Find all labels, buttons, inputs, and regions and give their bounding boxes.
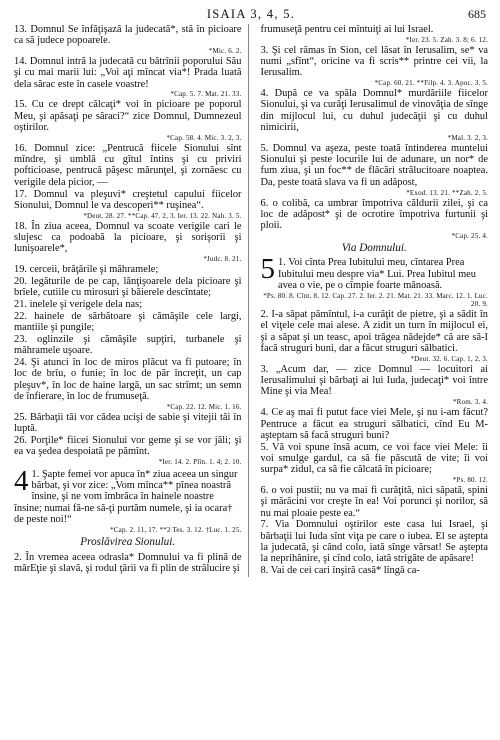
- cross-reference: *Cap. 5. 7. Mat. 21. 33.: [170, 90, 242, 99]
- chapter-opening: [260, 253, 489, 291]
- cross-reference: *Judc. 8. 21.: [203, 255, 242, 264]
- cross-reference: *Mal. 3. 2, 3.: [447, 133, 488, 142]
- verse-paragraph: 2. În vremea aceea odrasla* Domnului va fi plină de mărEţie şi slavă, şi rodul ţării va fi plin de strălucire şi: [14, 551, 242, 574]
- cross-reference: *Cap. 58. 4. Mic. 3. 2, 3.: [166, 133, 242, 142]
- verse-paragraph: 23. oglinzile şi cămăşile supţiri, turbanele şi măhramele uşoare.: [14, 333, 242, 357]
- verse-paragraph: 19. cerceii, brăţările şi măhramele;: [14, 264, 159, 276]
- cross-reference: *Exod. 13. 21. **Zah. 2. 5.: [406, 188, 488, 197]
- verse-paragraph: 2. I-a săpat pămîntul, i-a curăţit de pietre, şi a sădit în el viţele cele mai alese. A zidit un turn în mijlocul ei, şi a săpat şi un teasc, apoi trăgea nădejde* că are să-I facă struguri buni, dar a făcut struguri sălbatici.: [260, 309, 488, 355]
- cross-reference: *Cap. 25. 4.: [451, 231, 488, 240]
- cross-reference: *Ps. 80. 8. Cînt. 8. 12. Cap. 27. 2. Ier. 2. 21. Mat. 21. 33. Marc. 12. 1. Luc. 20. 9.: [263, 292, 488, 309]
- verse-paragraph: 3. Şi cel rămas în Sion, cel lăsat în Ierusalim, se* va numi „sfînt“, oricine va fi scris** printre cei vii, la Ierusalim.: [260, 44, 488, 79]
- right-column: [261, 24, 489, 577]
- verse-paragraph: 4. După ce va spăla Domnul* murdăriile fiicelor Sionului, şi va curăţi Ierusalimul de vinovăţia de sînge din mijlocul lui, cu duhul judecăţii şi cu duhul nimicirii,: [260, 88, 488, 134]
- verse-paragraph: 5. Domnul va aşeza, peste toată întinderea muntelui Sionului şi peste locurile lui de adunare, un nor* de fum ziua, şi un foc** de flăcări strălucitoare noaptea. Da, peste toată slava va fi un adăpost,: [260, 142, 488, 188]
- chapter-opening: [14, 464, 242, 525]
- section-heading: Via Domnului.: [341, 241, 407, 254]
- verse-paragraph: 7. Via Domnului oştirilor este casa lui Israel, şi bărbaţii lui Iuda sînt viţa pe care o iubea. El se aştepta la judecată, şi când colo, iată sînge vărsat! Se aştepta la neprihănire, şi cînd colo, iată strigăte de apăsare!: [260, 519, 488, 565]
- cross-reference: *Deut. 32. 6. Cap. 1, 2, 3.: [410, 354, 488, 363]
- verse-paragraph: 13. Domnul Se înfăţişază la judecată*, stă în picioare ca să judece popoarele.: [14, 24, 242, 47]
- section-heading: Proslăvirea Sionului.: [80, 536, 176, 549]
- verse-paragraph: 1. Şapte femei vor apuca în* ziua aceea un singur bărbat, şi vor zice: „Vom mînca** pînea noastră însine, şi ne vom îmbrăca în hainele noastre însine; numai fă-ne să-ţi purtăm numele, şi ia ocara† de peste noi!“: [14, 468, 238, 525]
- cross-reference: *Cap. 22. 12. Mic. 1. 16.: [166, 402, 242, 411]
- chapter-number: 4: [14, 464, 29, 497]
- cross-reference: *Cap. 2. 11, 17. **2 Tes. 3. 12. †Luc. 1. 25.: [110, 526, 242, 535]
- cross-reference: *Ier. 23. 5. Zah. 3. 8; 6. 12.: [405, 35, 488, 44]
- verse-paragraph: frumuseţă pentru cei mîntuiţi ai lui Israel.: [260, 24, 434, 35]
- verse-paragraph: 4. Ce aş mai fi putut face viei Mele, şi nu i-am făcut? Pentruce a făcut ea struguri sălbatici, cînd Eu M-aşteptam să facă struguri buni?: [260, 407, 488, 441]
- verse-paragraph: 15. Cu ce drept călcaţi* voi în picioare pe poporul Meu, şi apăsaţi pe săraci?“ zice Domnul, Dumnezeul oştirilor.: [14, 99, 242, 134]
- verse-paragraph: 25. Bărbaţii tăi vor cădea ucişi de sabie şi vitejii tăi în luptă.: [14, 411, 242, 434]
- verse-paragraph: 16. Domnul zice: „Pentrucă fiicele Sionului sînt mîndre, şi umblă cu gîtul întins şi cu priviri pofticioase, pentrucă păşesc mărunţel, şi zornăesc cu verigile dela picior, —: [14, 142, 242, 188]
- verse-paragraph: 8. Vai de cei cari înşiră casă* lîngă ca-: [260, 565, 420, 577]
- verse-paragraph: 21. inelele şi verigele dela nas;: [14, 298, 143, 310]
- verse-paragraph: 6. o colibă, ca umbrar împotriva căldurii zilei, şi ca loc de adăpost* şi de ocrotire împotriva furtunii şi ploii.: [260, 197, 488, 232]
- running-head: ISAIA 3, 4, 5.: [206, 7, 296, 21]
- cross-reference: *Ps. 80. 12.: [452, 476, 488, 484]
- cross-reference: *Rom. 3. 4.: [452, 398, 488, 407]
- cross-reference: *Mic. 6. 2.: [208, 47, 242, 56]
- verse-paragraph: 24. Şi atunci în loc de miros plăcut va fi putoare; în loc de brîu, o funie; în loc de păr încreţit, un cap pleşuv*, în loc de haine largă, un sac strîmt; un semn de înfierare, în loc de frumuseţă.: [14, 356, 242, 402]
- verse-paragraph: 5. Vă voi spune însă acum, ce voi face viei Mele: îi voi smulge gardul, ca să fie păscută de vite; îi voi surpa* zidul, ca să fie călcată în picioare;: [260, 441, 488, 476]
- verse-paragraph: 20. legăturile de pe cap, lănţişoarele dela picioare şi brîele, cutiile cu mirosuri şi băierele descîntate;: [14, 275, 242, 299]
- verse-paragraph: 18. În ziua aceea, Domnul va scoate verigile cari le slujesc ca podoabă la picioare, şi sorişorii şi lunişoarele*,: [14, 220, 242, 255]
- verse-paragraph: 17. Domnul va pleşuvi* creştetul capului fiicelor Sionului, Domnul le va descoperi** ruşinea“.: [14, 188, 242, 211]
- cross-reference: *Cap. 60. 21. **Filp. 4. 3. Apoc. 3. 5.: [374, 79, 488, 88]
- chapter-number: 5: [260, 253, 275, 286]
- page-number: 685: [468, 7, 486, 21]
- verse-paragraph: 3. „Acum dar, — zice Domnul — locuitori ai Ierusalimului şi bărbaţi ai lui Iuda, judecaţi* voi între Mine şi via Mea!: [260, 363, 488, 398]
- two-column-body: [14, 24, 488, 577]
- verse-paragraph: 14. Domnul intră la judecată cu bătrînii poporului Său şi cu mai marii lui: „Voi aţi mîncat via*! Prada luată dela sărac este în casele voastre!: [14, 56, 242, 90]
- verse-paragraph: 6. o voi pustii; nu va mai fi curăţită, nici săpată, spini şi mărăcini vor creşte în ea! Voi porunci şi norilor, să nu mai ploaie peste ea.“: [260, 485, 488, 519]
- page-header: [14, 6, 488, 22]
- cross-reference: *Ier. 14. 2. Plîn. 1. 4; 2. 10.: [158, 457, 242, 466]
- verse-paragraph: 26. Porţile* fiicei Sionului vor geme şi se vor jăli; şi ea va şedea despoiată pe pămînt.: [14, 434, 242, 457]
- verse-paragraph: 22. hainele de sărbătoare şi cămăşile cele largi, mantiile şi pungile;: [14, 310, 242, 334]
- cross-reference: *Deut. 28. 27. **Cap. 47. 2, 3. Ier. 13. 22. Nah. 3. 5.: [83, 211, 242, 220]
- left-column: [14, 24, 249, 577]
- verse-paragraph: 1. Voi cînta Prea Iubitului meu, cîntarea Prea Iubitului meu despre via* Lui. Prea Iubitul meu avea o vie, pe o cîmpie foarte mănoasă.: [278, 257, 476, 291]
